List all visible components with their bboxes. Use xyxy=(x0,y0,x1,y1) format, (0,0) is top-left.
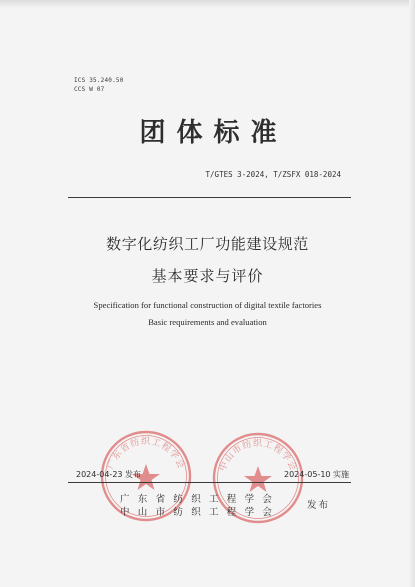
issue-date: 2024-04-23 发布 xyxy=(76,470,142,479)
title-chinese: 数字化纺织工厂功能建设规范 xyxy=(106,235,309,253)
classification-codes xyxy=(74,76,124,94)
publish-label: 发布 xyxy=(307,500,331,511)
issuer-guangdong: 广东省纺织工程学会 xyxy=(120,494,281,505)
header-divider xyxy=(68,197,351,198)
ics-code: ICS 35.240.50 xyxy=(74,77,124,84)
issuer-zhongshan: 中山市纺织工程学会 xyxy=(120,507,281,518)
subtitle-chinese: 基本要求与评价 xyxy=(151,267,264,285)
scan-top-edge xyxy=(0,0,415,8)
implementation-date: 2024-05-10 实施 xyxy=(284,470,350,479)
title-english: Specification for functional construction of digital textile factories xyxy=(93,300,322,310)
standard-numbers: T/GTES 3-2024, T/ZSFX 018-2024 xyxy=(205,170,341,179)
ccs-code: CCS W 07 xyxy=(74,86,105,93)
subtitle-english: Basic requirements and evaluation xyxy=(148,317,267,327)
document-type-heading: 团体标准 xyxy=(139,118,288,148)
seal-left-text: 广东省纺织工程学会 xyxy=(106,436,186,471)
scan-right-edge xyxy=(409,0,415,587)
seal-right-text: 中山市纺织工程学会 xyxy=(218,438,298,473)
footer-divider xyxy=(68,482,351,483)
